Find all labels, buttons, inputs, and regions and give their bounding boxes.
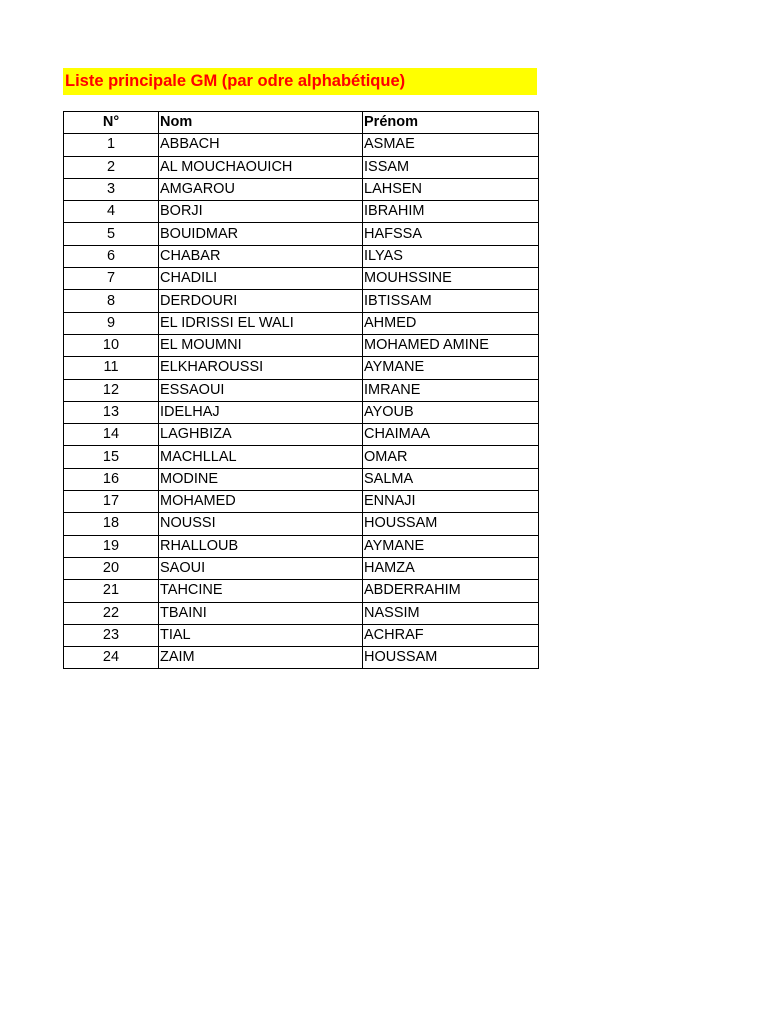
table-row — [64, 290, 539, 312]
table-row — [64, 491, 539, 513]
cell-number: 13 — [64, 401, 159, 423]
cell-prenom: MOUHSSINE — [363, 268, 539, 290]
cell-number: 19 — [64, 535, 159, 557]
cell-nom: CHADILI — [159, 268, 363, 290]
cell-prenom: ACHRAF — [363, 624, 539, 646]
table-row — [64, 156, 539, 178]
cell-nom: EL IDRISSI EL WALI — [159, 312, 363, 334]
table-row — [64, 424, 539, 446]
student-list-table — [63, 111, 539, 669]
cell-nom: AMGAROU — [159, 178, 363, 200]
cell-number: 21 — [64, 580, 159, 602]
column-header-number: N° — [64, 112, 159, 134]
table-row — [64, 312, 539, 334]
cell-number: 10 — [64, 334, 159, 356]
cell-number: 14 — [64, 424, 159, 446]
cell-nom: AL MOUCHAOUICH — [159, 156, 363, 178]
table-row — [64, 268, 539, 290]
cell-nom: MOHAMED — [159, 491, 363, 513]
cell-nom: RHALLOUB — [159, 535, 363, 557]
cell-prenom: AYMANE — [363, 535, 539, 557]
table-row — [64, 535, 539, 557]
table-row — [64, 178, 539, 200]
cell-number: 5 — [64, 223, 159, 245]
table-row — [64, 468, 539, 490]
cell-number: 17 — [64, 491, 159, 513]
table-row — [64, 557, 539, 579]
cell-prenom: ABDERRAHIM — [363, 580, 539, 602]
cell-nom: NOUSSI — [159, 513, 363, 535]
column-header-nom: Nom — [159, 112, 363, 134]
cell-nom: IDELHAJ — [159, 401, 363, 423]
table-row — [64, 602, 539, 624]
cell-number: 6 — [64, 245, 159, 267]
cell-nom: CHABAR — [159, 245, 363, 267]
cell-nom: TIAL — [159, 624, 363, 646]
column-header-prenom: Prénom — [363, 112, 539, 134]
table-header-row — [64, 112, 539, 134]
cell-nom: BOUIDMAR — [159, 223, 363, 245]
cell-prenom: OMAR — [363, 446, 539, 468]
table-row — [64, 201, 539, 223]
cell-nom: DERDOURI — [159, 290, 363, 312]
cell-number: 16 — [64, 468, 159, 490]
table-row — [64, 647, 539, 669]
cell-number: 23 — [64, 624, 159, 646]
cell-nom: SAOUI — [159, 557, 363, 579]
cell-number: 4 — [64, 201, 159, 223]
cell-prenom: HOUSSAM — [363, 647, 539, 669]
cell-prenom: SALMA — [363, 468, 539, 490]
cell-number: 12 — [64, 379, 159, 401]
cell-number: 24 — [64, 647, 159, 669]
table-row — [64, 334, 539, 356]
cell-nom: LAGHBIZA — [159, 424, 363, 446]
cell-number: 9 — [64, 312, 159, 334]
cell-nom: BORJI — [159, 201, 363, 223]
cell-number: 22 — [64, 602, 159, 624]
cell-prenom: ILYAS — [363, 245, 539, 267]
cell-number: 8 — [64, 290, 159, 312]
cell-prenom: NASSIM — [363, 602, 539, 624]
cell-nom: EL MOUMNI — [159, 334, 363, 356]
cell-number: 20 — [64, 557, 159, 579]
cell-number: 11 — [64, 357, 159, 379]
table-row — [64, 580, 539, 602]
cell-nom: ELKHAROUSSI — [159, 357, 363, 379]
cell-prenom: AHMED — [363, 312, 539, 334]
cell-prenom: AYOUB — [363, 401, 539, 423]
cell-nom: ESSAOUI — [159, 379, 363, 401]
table-row — [64, 624, 539, 646]
cell-prenom: IBRAHIM — [363, 201, 539, 223]
cell-number: 15 — [64, 446, 159, 468]
table-row — [64, 513, 539, 535]
cell-prenom: ISSAM — [363, 156, 539, 178]
cell-number: 3 — [64, 178, 159, 200]
cell-number: 2 — [64, 156, 159, 178]
cell-nom: TAHCINE — [159, 580, 363, 602]
cell-prenom: MOHAMED AMINE — [363, 334, 539, 356]
table-row — [64, 134, 539, 156]
table-row — [64, 379, 539, 401]
table-row — [64, 401, 539, 423]
cell-prenom: IBTISSAM — [363, 290, 539, 312]
cell-number: 18 — [64, 513, 159, 535]
cell-nom: MACHLLAL — [159, 446, 363, 468]
cell-prenom: LAHSEN — [363, 178, 539, 200]
table-row — [64, 446, 539, 468]
cell-number: 7 — [64, 268, 159, 290]
table-row — [64, 245, 539, 267]
cell-prenom: CHAIMAA — [363, 424, 539, 446]
cell-prenom: AYMANE — [363, 357, 539, 379]
cell-nom: ABBACH — [159, 134, 363, 156]
table-row — [64, 357, 539, 379]
cell-prenom: ASMAE — [363, 134, 539, 156]
cell-prenom: HAFSSA — [363, 223, 539, 245]
cell-prenom: IMRANE — [363, 379, 539, 401]
cell-nom: TBAINI — [159, 602, 363, 624]
cell-number: 1 — [64, 134, 159, 156]
cell-nom: ZAIM — [159, 647, 363, 669]
table-row — [64, 223, 539, 245]
page-title: Liste principale GM (par odre alphabétique) — [63, 68, 537, 95]
cell-prenom: HOUSSAM — [363, 513, 539, 535]
cell-nom: MODINE — [159, 468, 363, 490]
cell-prenom: ENNAJI — [363, 491, 539, 513]
cell-prenom: HAMZA — [363, 557, 539, 579]
table-body — [64, 134, 539, 669]
